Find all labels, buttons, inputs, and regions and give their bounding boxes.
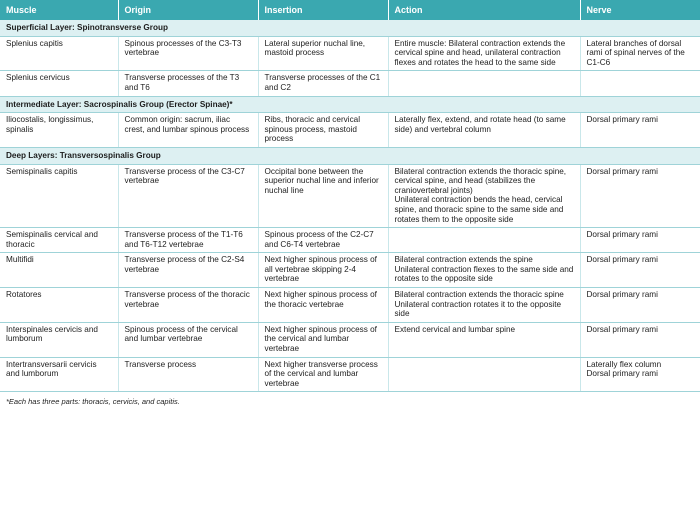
insertion-cell: Lateral superior nuchal line, mastoid process [258, 36, 388, 71]
insertion-cell: Occipital bone between the superior nuchal line and inferior nuchal line [258, 164, 388, 228]
muscle-cell: Multifidi [0, 253, 118, 288]
insertion-cell: Next higher spinous process of all vertebrae skipping 2-4 vertebrae [258, 253, 388, 288]
muscle-cell: Semispinalis cervical and thoracic [0, 228, 118, 253]
table-row [0, 71, 700, 96]
nerve-cell: Dorsal primary rami [580, 253, 700, 288]
muscle-cell: Splenius cervicus [0, 71, 118, 96]
action-cell: Bilateral contraction extends the spine Unilateral contraction flexes to the same side and rotates to the opposite side [388, 253, 580, 288]
muscle-cell: Rotatores [0, 288, 118, 323]
table-row [0, 164, 700, 228]
action-cell: Laterally flex, extend, and rotate head (to same side) and vertebral column [388, 113, 580, 148]
origin-cell: Transverse process of the T1-T6 and T6-T12 vertebrae [118, 228, 258, 253]
origin-cell: Spinous processes of the C3-T3 vertebrae [118, 36, 258, 71]
insertion-cell: Spinous process of the C2-C7 and C6-T4 vertebrae [258, 228, 388, 253]
action-cell: Entire muscle: Bilateral contraction extends the cervical spine and head, unilateral contraction flexes and rotates the head to the same side [388, 36, 580, 71]
muscle-cell: Semispinalis capitis [0, 164, 118, 228]
origin-cell: Transverse process of the C3-C7 vertebrae [118, 164, 258, 228]
section-title: Superficial Layer: Spinotransverse Group [0, 20, 700, 36]
origin-cell: Transverse processes of the T3 and T6 [118, 71, 258, 96]
muscle-cell: Splenius capitis [0, 36, 118, 71]
origin-cell: Common origin: sacrum, iliac crest, and lumbar spinous process [118, 113, 258, 148]
action-cell [388, 357, 580, 392]
section-row [0, 20, 700, 36]
nerve-cell: Laterally flex column Dorsal primary rami [580, 357, 700, 392]
nerve-cell: Dorsal primary rami [580, 288, 700, 323]
nerve-cell: Lateral branches of dorsal rami of spinal nerves of the C1-C6 [580, 36, 700, 71]
origin-cell: Transverse process of the C2-S4 vertebrae [118, 253, 258, 288]
insertion-cell: Transverse processes of the C1 and C2 [258, 71, 388, 96]
action-cell: Bilateral contraction extends the thoracic spine Unilateral contraction rotates it to the opposite side [388, 288, 580, 323]
action-cell [388, 71, 580, 96]
section-title: Intermediate Layer: Sacrospinalis Group (Erector Spinae)* [0, 96, 700, 113]
footnote: *Each has three parts: thoracis, cervicis, and capitis. [6, 397, 180, 407]
header-insertion: Insertion [258, 0, 388, 20]
nerve-cell [580, 71, 700, 96]
table-row [0, 322, 700, 357]
table-row [0, 253, 700, 288]
insertion-cell: Ribs, thoracic and cervical spinous process, mastoid process [258, 113, 388, 148]
nerve-cell: Dorsal primary rami [580, 322, 700, 357]
section-row [0, 96, 700, 113]
insertion-cell: Next higher spinous process of the thoracic vertebrae [258, 288, 388, 323]
table-row [0, 288, 700, 323]
header-action: Action [388, 0, 580, 20]
table-row [0, 113, 700, 148]
header-row [0, 0, 700, 20]
insertion-cell: Next higher spinous process of the cervical and lumbar vertebrae [258, 322, 388, 357]
action-cell: Bilateral contraction extends the thoracic spine, cervical spine, and head (stabilizes the craniovertebral joints) Unilateral contraction bends the head, cervical spine, and thoracic spine to the same side and rotates them to the opposite side [388, 164, 580, 228]
nerve-cell: Dorsal primary rami [580, 228, 700, 253]
muscle-cell: Interspinales cervicis and lumborum [0, 322, 118, 357]
header-muscle: Muscle [0, 0, 118, 20]
section-title: Deep Layers: Transversospinalis Group [0, 147, 700, 164]
nerve-cell: Dorsal primary rami [580, 164, 700, 228]
header-origin: Origin [118, 0, 258, 20]
footnote-row [0, 392, 700, 410]
insertion-cell: Next higher transverse process of the cervical and lumbar vertebrae [258, 357, 388, 392]
action-cell [388, 228, 580, 253]
action-cell: Extend cervical and lumbar spine [388, 322, 580, 357]
table-row [0, 228, 700, 253]
origin-cell: Transverse process of the thoracic vertebrae [118, 288, 258, 323]
muscle-cell: Intertransversarii cervicis and lumborum [0, 357, 118, 392]
nerve-cell: Dorsal primary rami [580, 113, 700, 148]
muscle-cell: Iliocostalis, longissimus, spinalis [0, 113, 118, 148]
header-nerve: Nerve [580, 0, 700, 20]
section-row [0, 147, 700, 164]
origin-cell: Spinous process of the cervical and lumbar vertebrae [118, 322, 258, 357]
table-row [0, 357, 700, 392]
origin-cell: Transverse process [118, 357, 258, 392]
table-row [0, 36, 700, 71]
